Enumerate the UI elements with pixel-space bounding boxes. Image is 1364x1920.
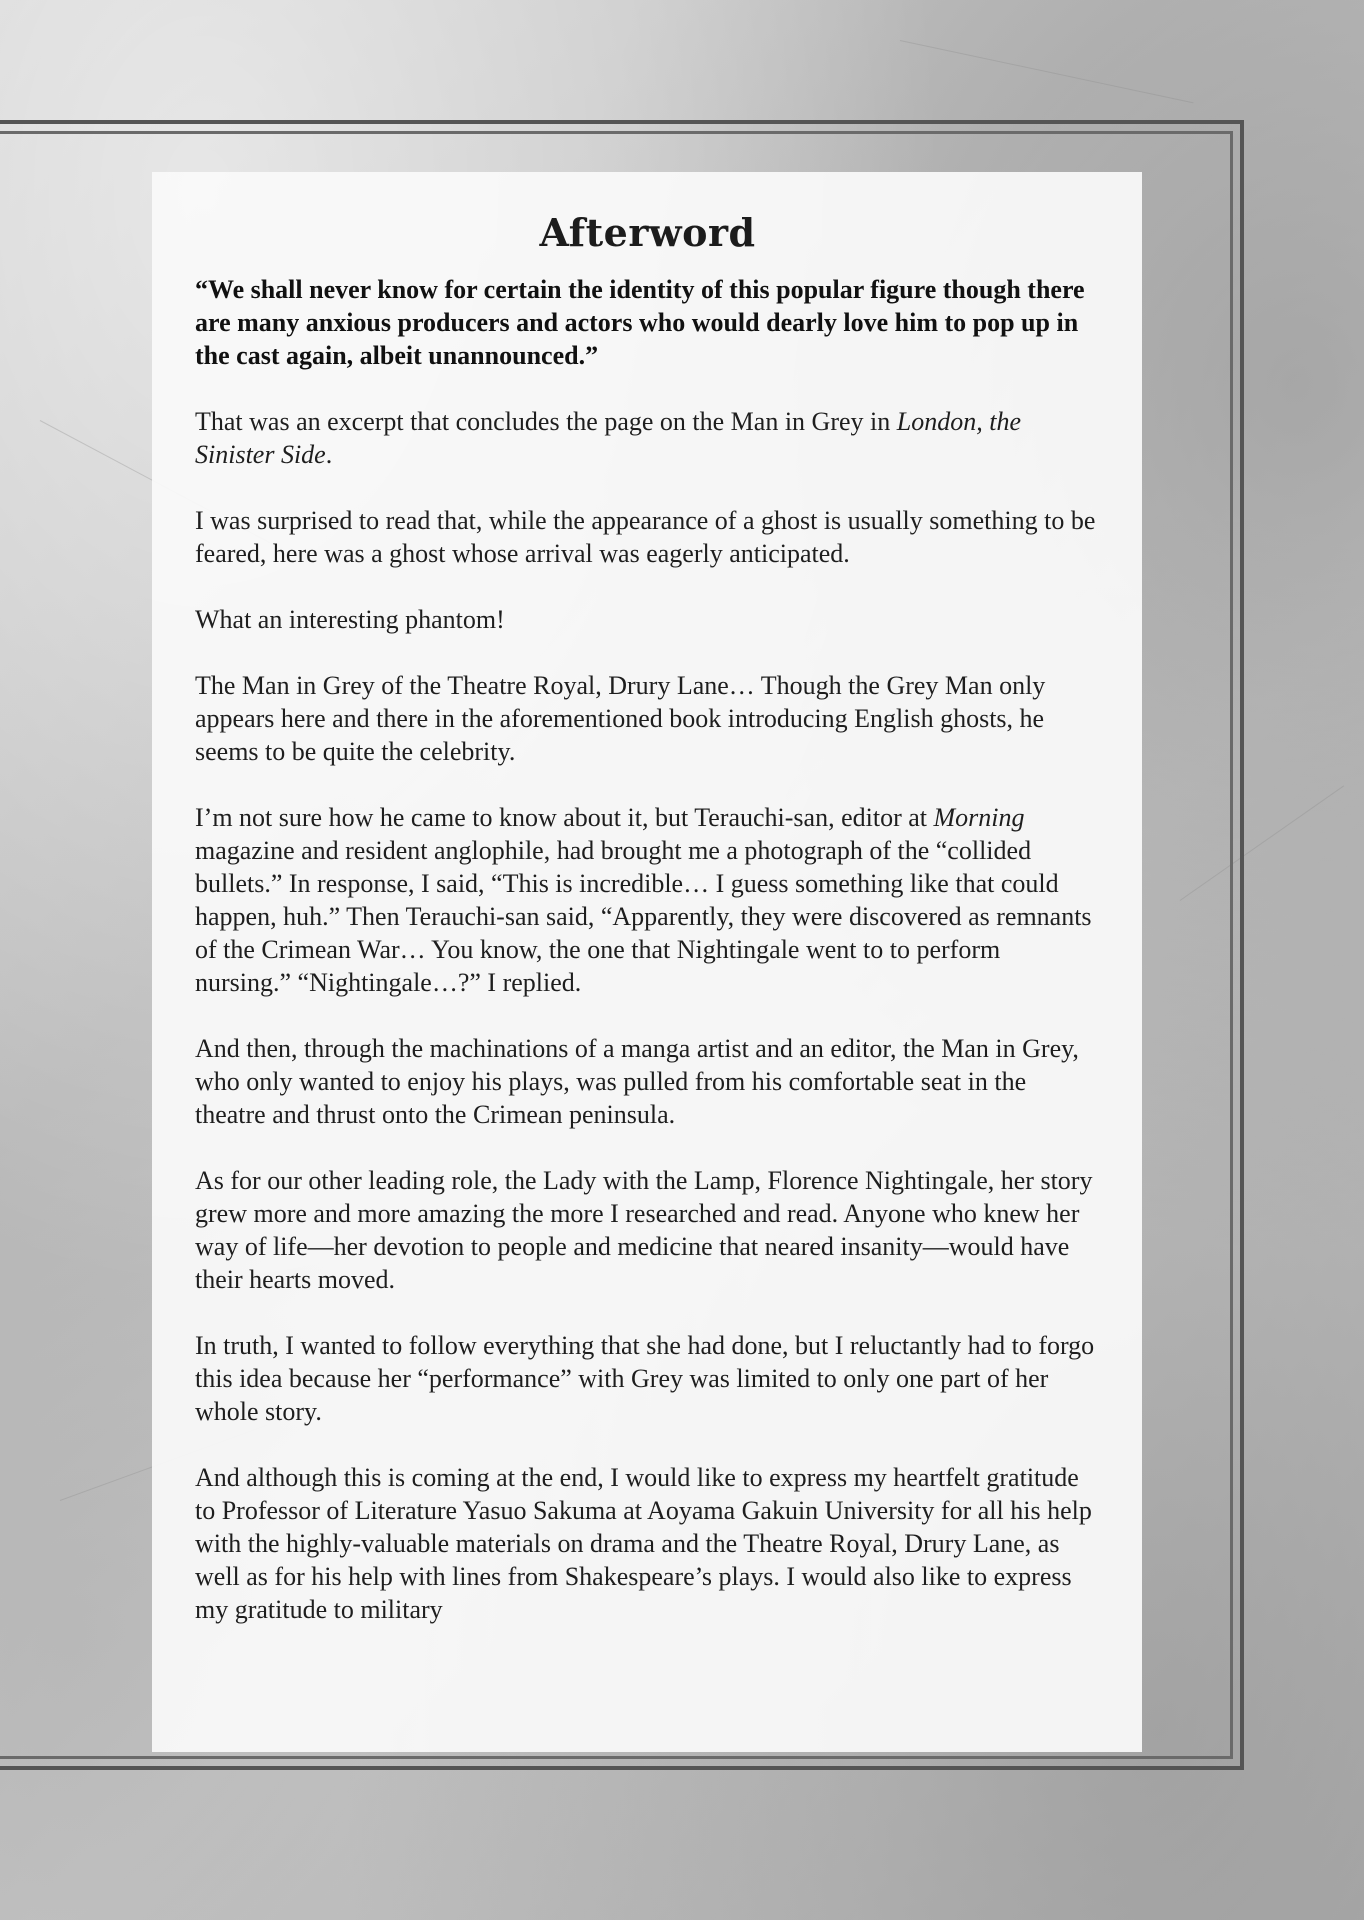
paragraph-phantom: What an interesting phantom! bbox=[195, 605, 505, 634]
paragraph-gratitude: And although this is coming at the end, I would like to express my heartfelt gratitude to Professor of Literature Yasuo Sakuma at Aoyama Gakuin University for all his help with the highly-valuable materials on drama and the Theatre Royal, Drury Lane, as well as for his help with lines from Shakespeare’s plays. I would also like to express my gratitude to military bbox=[195, 1463, 1092, 1624]
book-title: London, the Sinister Side bbox=[195, 407, 1021, 469]
magazine-title: Morning bbox=[933, 803, 1025, 832]
paragraph-excerpt bbox=[195, 405, 1100, 471]
paragraph-excerpt-text: That was an excerpt that concludes the page on the Man in Grey in bbox=[195, 407, 897, 436]
page-title: Afterword bbox=[539, 210, 756, 255]
paragraph-crimean: And then, through the machinations of a manga artist and an editor, the Man in Grey, who only wanted to enjoy his plays, was pulled from his comfortable seat in the theatre and thrust onto the Crimean peninsula. bbox=[195, 1034, 1079, 1129]
afterword-page bbox=[152, 172, 1142, 1752]
paragraph-man-in-grey: The Man in Grey of the Theatre Royal, Drury Lane… Though the Grey Man only appears here and there in the aforementioned book introducing English ghosts, he seems to be quite the celebrity. bbox=[195, 671, 1046, 766]
marble-vein bbox=[900, 40, 1194, 103]
paragraph-performance: In truth, I wanted to follow everything that she had done, but I reluctantly had to forgo this idea because her “performance” with Grey was limited to only one part of her whole story. bbox=[195, 1331, 1095, 1426]
paragraph-excerpt-end: . bbox=[325, 440, 333, 469]
paragraph-nightingale: As for our other leading role, the Lady with the Lamp, Florence Nightingale, her story grew more and more amazing the more I researched and read. Anyone who knew her way of life—her devotion to people and medicine that neared insanity—would have their hearts moved. bbox=[195, 1166, 1093, 1294]
paragraph-terauchi-text: I’m not sure how he came to know about it, but Terauchi-san, editor at bbox=[195, 803, 934, 832]
paragraph-surprise: I was surprised to read that, while the appearance of a ghost is usually something to be feared, here was a ghost whose arrival was eagerly anticipated. bbox=[195, 506, 1096, 568]
paragraph-terauchi-rest: magazine and resident anglophile, had brought me a photograph of the “collided bullets.” In response, I said, “This is incredible… I guess something like that could happen, huh.” Then Terauchi-san said, “Apparently, they were discovered as remnants of the Crimean War… You know, the one that Nightingale went to to perform nursing.” “Nightingale…?” I replied. bbox=[195, 836, 1092, 997]
opening-quote: “We shall never know for certain the identity of this popular figure though there are many anxious producers and actors who would dearly love him to pop up in the cast again, albeit unannounced.” bbox=[195, 275, 1085, 370]
paragraph-terauchi bbox=[195, 801, 1100, 999]
